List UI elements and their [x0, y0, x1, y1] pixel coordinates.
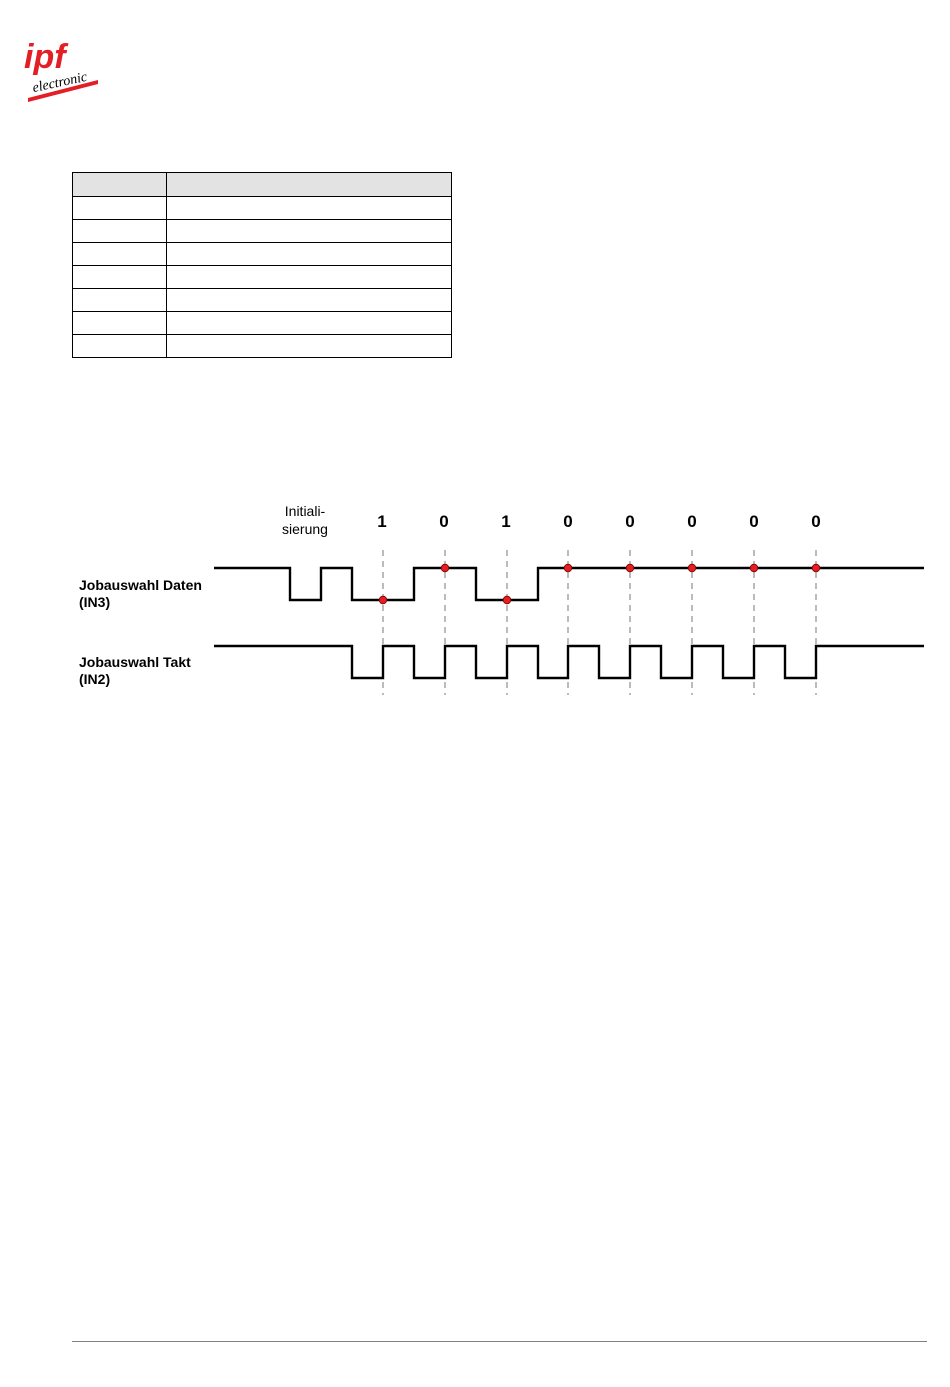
table-header-row: [73, 173, 452, 197]
table-cell: [167, 289, 452, 312]
table-cell: [73, 335, 167, 358]
table-cell: [167, 220, 452, 243]
table-row: [73, 335, 452, 358]
sample-dot: [750, 564, 758, 572]
sample-dot: [503, 596, 511, 604]
initialization-label-line1: Initiali-: [284, 503, 326, 519]
table-row: [73, 266, 452, 289]
bit-label: 0: [563, 512, 573, 531]
footer-divider: [72, 1341, 927, 1342]
clock-signal-label-line2: (IN2): [79, 671, 111, 687]
bit-label: 1: [501, 512, 511, 531]
sample-dot: [441, 564, 449, 572]
bit-label: 0: [687, 512, 697, 531]
bit-label: 0: [811, 512, 821, 531]
bit-label: 1: [377, 512, 387, 531]
table-cell: [167, 266, 452, 289]
sample-dot: [379, 596, 387, 604]
table-cell: [73, 266, 167, 289]
logo-brand-text: ipf: [24, 38, 66, 76]
table-cell: [73, 220, 167, 243]
timing-diagram: [0, 480, 950, 720]
clock-signal-waveform: [214, 646, 924, 678]
table-cell: [73, 312, 167, 335]
table-cell: [167, 243, 452, 266]
table-cell: [167, 197, 452, 220]
table-row: [73, 197, 452, 220]
table-row: [73, 289, 452, 312]
table-cell: [73, 243, 167, 266]
initialization-label-line2: sierung: [282, 521, 328, 537]
table-cell: [73, 197, 167, 220]
data-signal-label-line1: Jobauswahl Daten: [79, 577, 202, 593]
sample-dot: [812, 564, 820, 572]
table-row: [73, 312, 452, 335]
clock-signal-label-line1: Jobauswahl Takt: [79, 654, 191, 670]
table-header-cell: [167, 173, 452, 197]
table-row: [73, 220, 452, 243]
data-signal-label-line2: (IN3): [79, 594, 111, 610]
bit-label: 0: [625, 512, 635, 531]
table-row: [73, 243, 452, 266]
sample-dot: [564, 564, 572, 572]
table-header-cell: [73, 173, 167, 197]
sample-dot: [626, 564, 634, 572]
table-cell: [167, 312, 452, 335]
table-cell: [167, 335, 452, 358]
sample-dot: [688, 564, 696, 572]
data-signal-waveform: [214, 568, 924, 600]
bit-label: 0: [749, 512, 759, 531]
bit-label: 0: [439, 512, 449, 531]
empty-table: [72, 172, 452, 358]
ipf-electronic-logo: [22, 38, 102, 102]
table-cell: [73, 289, 167, 312]
logo-subtitle-text: electronic: [31, 69, 89, 97]
